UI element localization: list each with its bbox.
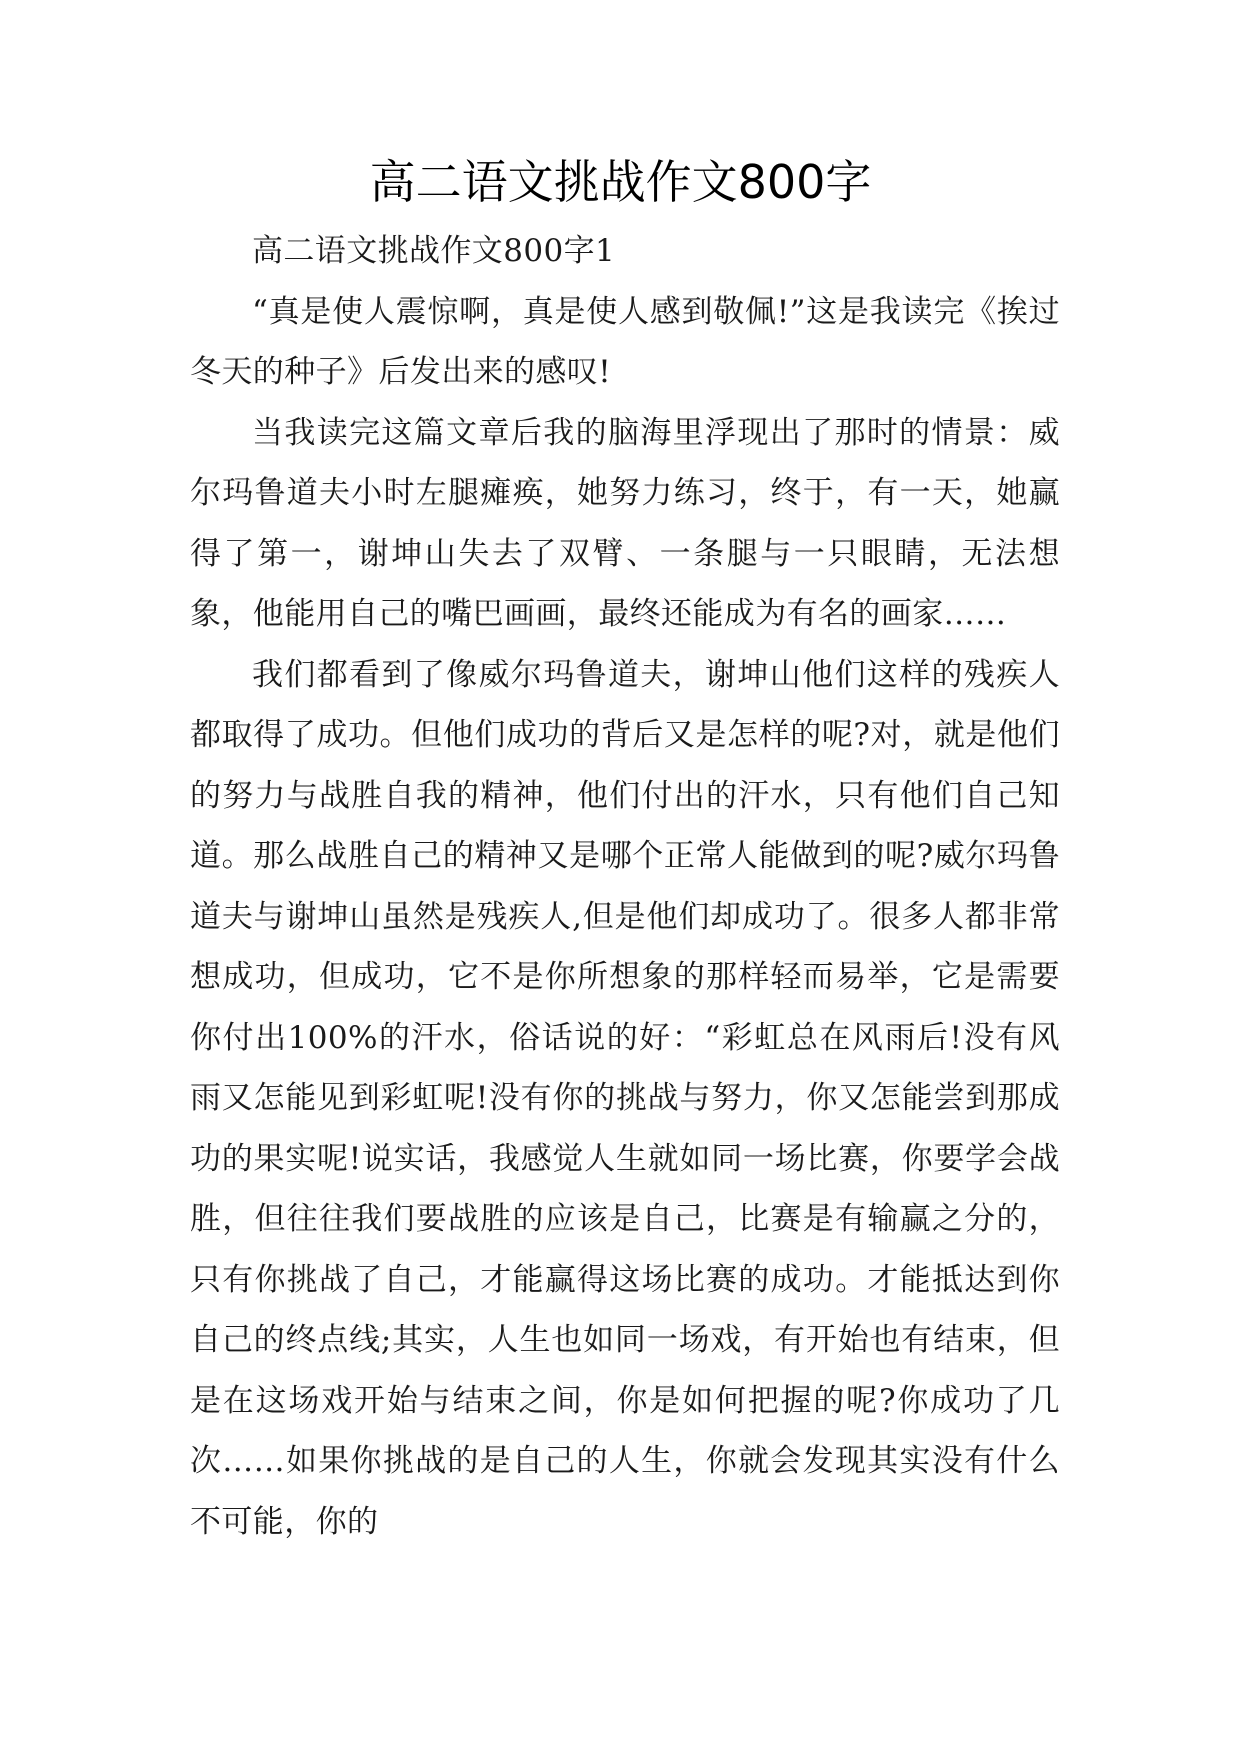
paragraph-2: 当我读完这篇文章后我的脑海里浮现出了那时的情景：威尔玛鲁道夫小时左腿瘫痪，她努力练习，终于，有一天，她赢得了第一，谢坤山失去了双臂、一条腿与一只眼睛，无法想象，他能用自己的嘴巴画画，最终还能成为有名的画家……	[190, 414, 1060, 632]
paragraph-1: “真是使人震惊啊，真是使人感到敬佩!”这是我读完《挨过冬天的种子》后发出来的感叹!	[190, 293, 1060, 390]
paragraph-3: 我们都看到了像威尔玛鲁道夫，谢坤山他们这样的残疾人都取得了成功。但他们成功的背后又是怎样的呢?对，就是他们的努力与战胜自我的精神，他们付出的汗水，只有他们自己知道。那么战胜自己的精神又是哪个正常人能做到的呢?威尔玛鲁道夫与谢坤山虽然是残疾人,但是他们却成功了。很多人都非常想成功，但成功，它不是你所想象的那样轻而易举，它是需要你付出100%的汗水，俗话说的好：“彩虹总在风雨后!没有风雨又怎能见到彩虹呢!没有你的挑战与努力，你又怎能尝到那成功的果实呢!说实话，我感觉人生就如同一场比赛，你要学会战胜，但往往我们要战胜的应该是自己，比赛是有输赢之分的，只有你挑战了自己，才能赢得这场比赛的成功。才能抵达到你自己的终点线;其实，人生也如同一场戏，有开始也有结束，但是在这场戏开始与结束之间，你是如何把握的呢?你成功了几次……如果你挑战的是自己的人生，你就会发现其实没有什么不可能，你的	[190, 656, 1060, 1540]
document-body	[190, 221, 1060, 1552]
document-title: 高二语文挑战作文800字	[369, 155, 872, 209]
essay-heading: 高二语文挑战作文800字1	[252, 233, 616, 269]
